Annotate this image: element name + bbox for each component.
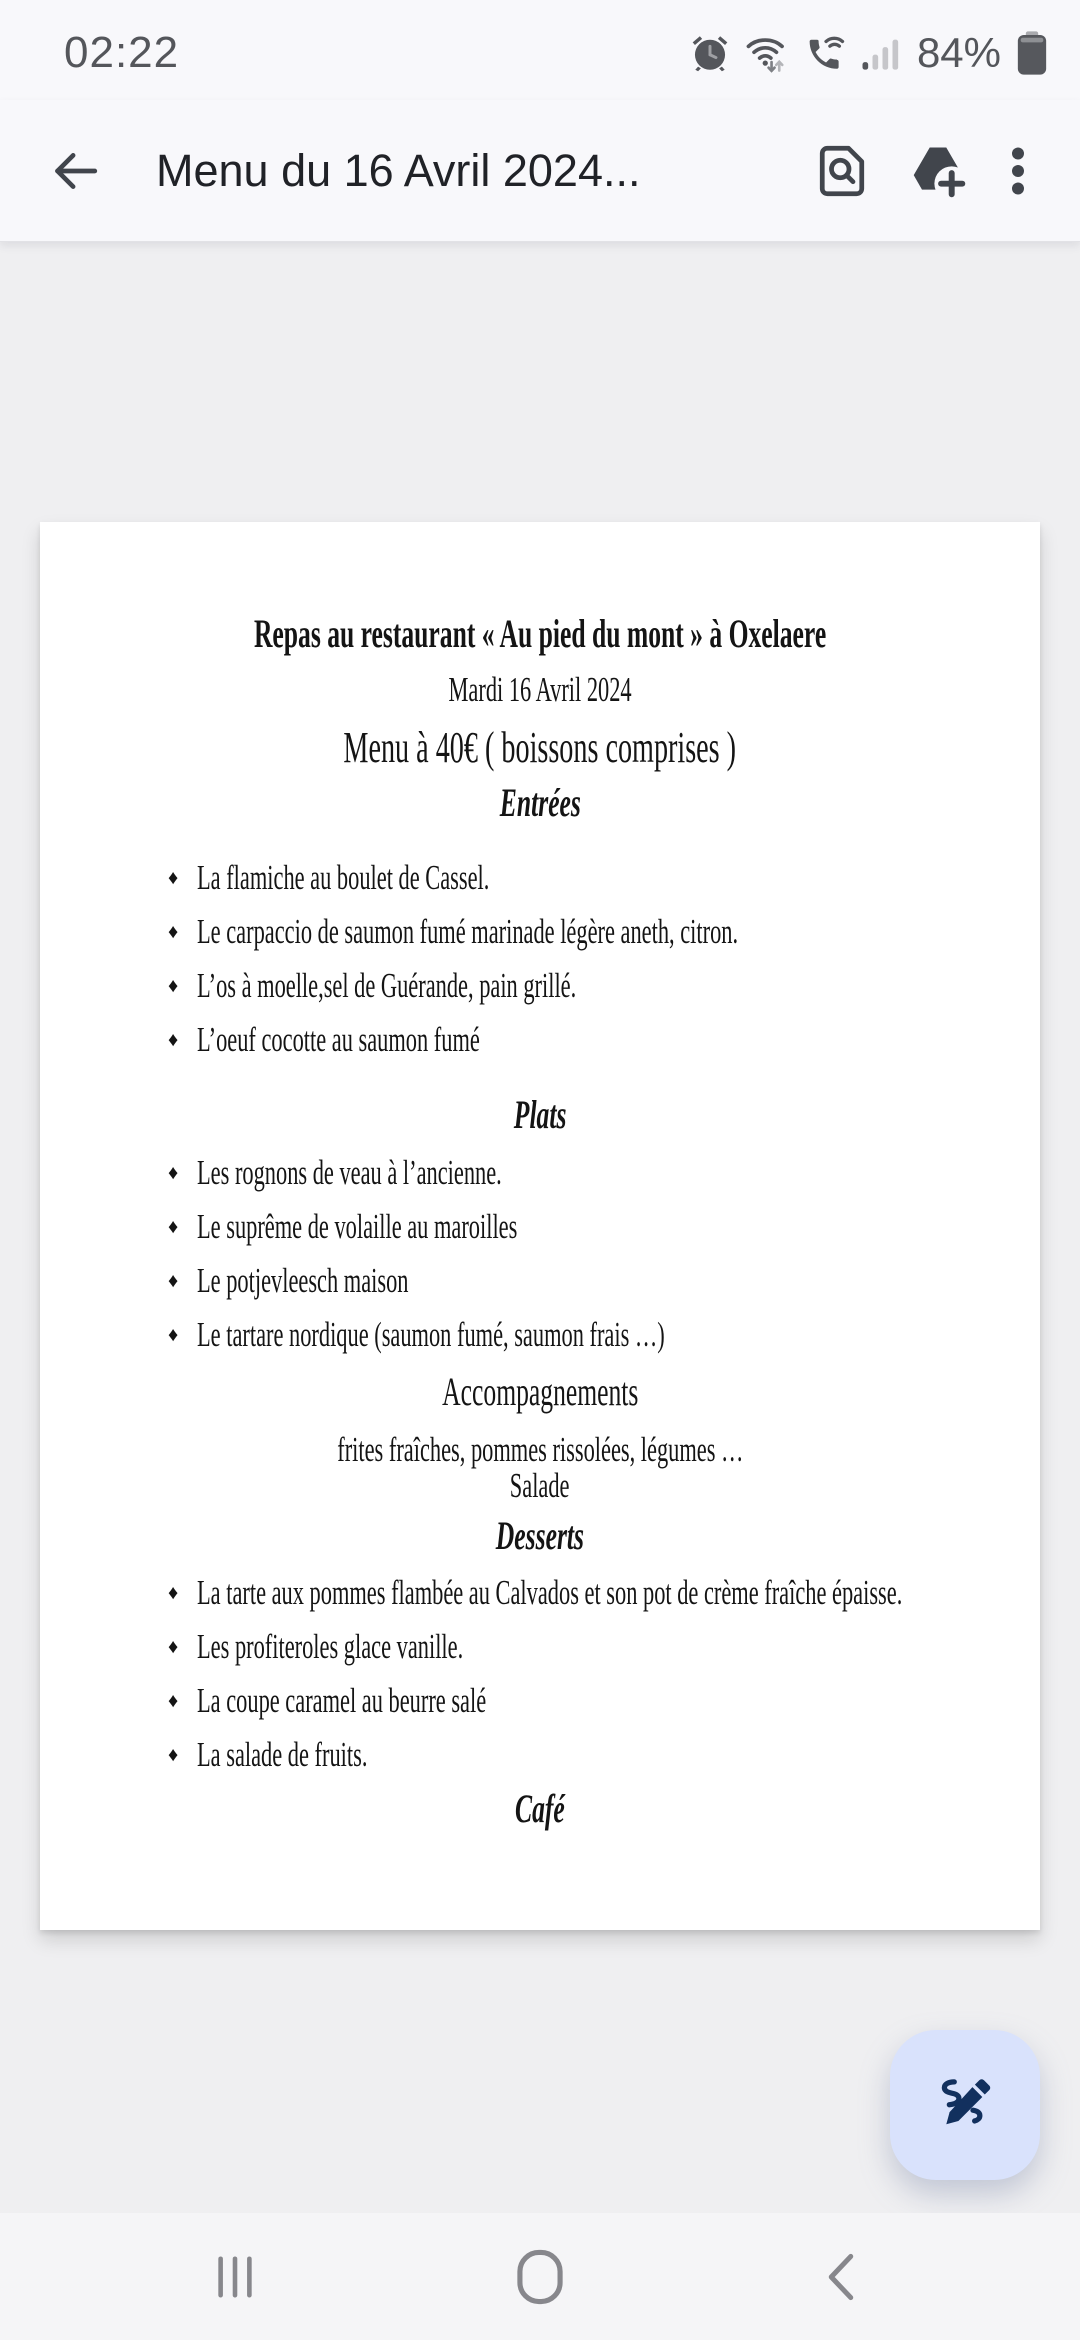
find-in-document-icon: [812, 140, 872, 202]
doc-heading: Repas au restaurant « Au pied du mont » à Oxelaere: [253, 611, 827, 656]
menu-document: [40, 522, 1040, 1930]
wifi-calling-icon: [803, 32, 847, 74]
navigation-bar: [0, 2213, 1080, 2340]
plats-list: [40, 1151, 1040, 1357]
doc-price-line: Menu à 40€ ( boissons comprises ): [343, 723, 737, 772]
section-title-plats: Plats: [513, 1092, 567, 1137]
bullet-diamond-icon: ♦: [168, 1582, 179, 1604]
signal-bars-icon: [860, 33, 900, 73]
list-item: ♦ La coupe caramel au beurre salé: [40, 1679, 1040, 1723]
home-icon: [514, 2248, 566, 2306]
stylus-note-icon: [932, 2072, 998, 2138]
app-bar: [0, 100, 1080, 242]
list-item: ♦ Les rognons de veau à l’ancienne.: [40, 1151, 1040, 1195]
section-title-entrees: Entrées: [499, 780, 581, 825]
list-item: ♦ Les profiteroles glace vanille.: [40, 1625, 1040, 1669]
find-in-document-button[interactable]: [794, 123, 890, 219]
bullet-diamond-icon: ♦: [168, 1162, 179, 1184]
recents-button[interactable]: [175, 2213, 295, 2340]
back-button[interactable]: [40, 126, 110, 216]
bullet-diamond-icon: ♦: [168, 975, 179, 997]
accompagnements-line1: frites fraîches, pommes rissolées, légumes …: [336, 1430, 744, 1469]
accompagnements-lines: [40, 1432, 1040, 1504]
battery-icon: [1014, 30, 1050, 76]
document-viewport[interactable]: [0, 242, 1080, 2213]
list-item: ♦ Le carpaccio de saumon fumé marinade légère aneth, citron.: [40, 910, 1040, 954]
home-button[interactable]: [480, 2213, 600, 2340]
status-time: 02:22: [64, 28, 180, 77]
alarm-icon: [689, 32, 731, 74]
add-to-drive-icon: [907, 140, 969, 202]
bullet-diamond-icon: ♦: [168, 1216, 179, 1238]
bullet-diamond-icon: ♦: [168, 1636, 179, 1658]
bullet-diamond-icon: ♦: [168, 867, 179, 889]
list-item: ♦ Le potjevleesch maison: [40, 1259, 1040, 1303]
section-title-cafe: Café: [515, 1786, 565, 1831]
annotate-fab[interactable]: [890, 2030, 1040, 2180]
document-title: Menu du 16 Avril 2024...: [156, 144, 641, 196]
accompagnements-line2: Salade: [510, 1466, 570, 1505]
overflow-menu-button[interactable]: [986, 123, 1050, 219]
list-item: ♦ Le suprême de volaille au maroilles: [40, 1205, 1040, 1249]
bullet-diamond-icon: ♦: [168, 1029, 179, 1051]
section-title-desserts: Desserts: [495, 1513, 585, 1558]
bullet-diamond-icon: ♦: [168, 921, 179, 943]
doc-date: Mardi 16 Avril 2024: [448, 670, 632, 709]
bullet-diamond-icon: ♦: [168, 1324, 179, 1346]
status-bar: [0, 0, 1080, 100]
desserts-list: [40, 1571, 1040, 1777]
pdf-page: [40, 522, 1040, 1930]
list-item: ♦ L’os à moelle,sel de Guérande, pain grillé.: [40, 964, 1040, 1008]
back-arrow-icon: [47, 143, 103, 199]
bullet-diamond-icon: ♦: [168, 1690, 179, 1712]
bullet-diamond-icon: ♦: [168, 1270, 179, 1292]
list-item: ♦ La flamiche au boulet de Cassel.: [40, 856, 1040, 900]
entrees-list: [40, 856, 1040, 1062]
bullet-diamond-icon: ♦: [168, 1744, 179, 1766]
section-title-accompagnements: Accompagnements: [441, 1369, 639, 1414]
recents-icon: [212, 2254, 258, 2300]
status-icons: [689, 29, 1050, 77]
back-nav-button[interactable]: [781, 2213, 901, 2340]
overflow-menu-icon: [993, 140, 1043, 202]
battery-percent: 84%: [916, 29, 1001, 76]
back-icon: [821, 2251, 861, 2303]
list-item: ♦ L’oeuf cocotte au saumon fumé: [40, 1018, 1040, 1062]
wifi-arrows-icon: [744, 32, 790, 74]
list-item: ♦ La tarte aux pommes flambée au Calvados et son pot de crème fraîche épaisse.: [40, 1571, 1040, 1615]
add-to-drive-button[interactable]: [890, 123, 986, 219]
list-item: ♦ Le tartare nordique (saumon fumé, saumon frais …): [40, 1313, 1040, 1357]
list-item: ♦ La salade de fruits.: [40, 1733, 1040, 1777]
